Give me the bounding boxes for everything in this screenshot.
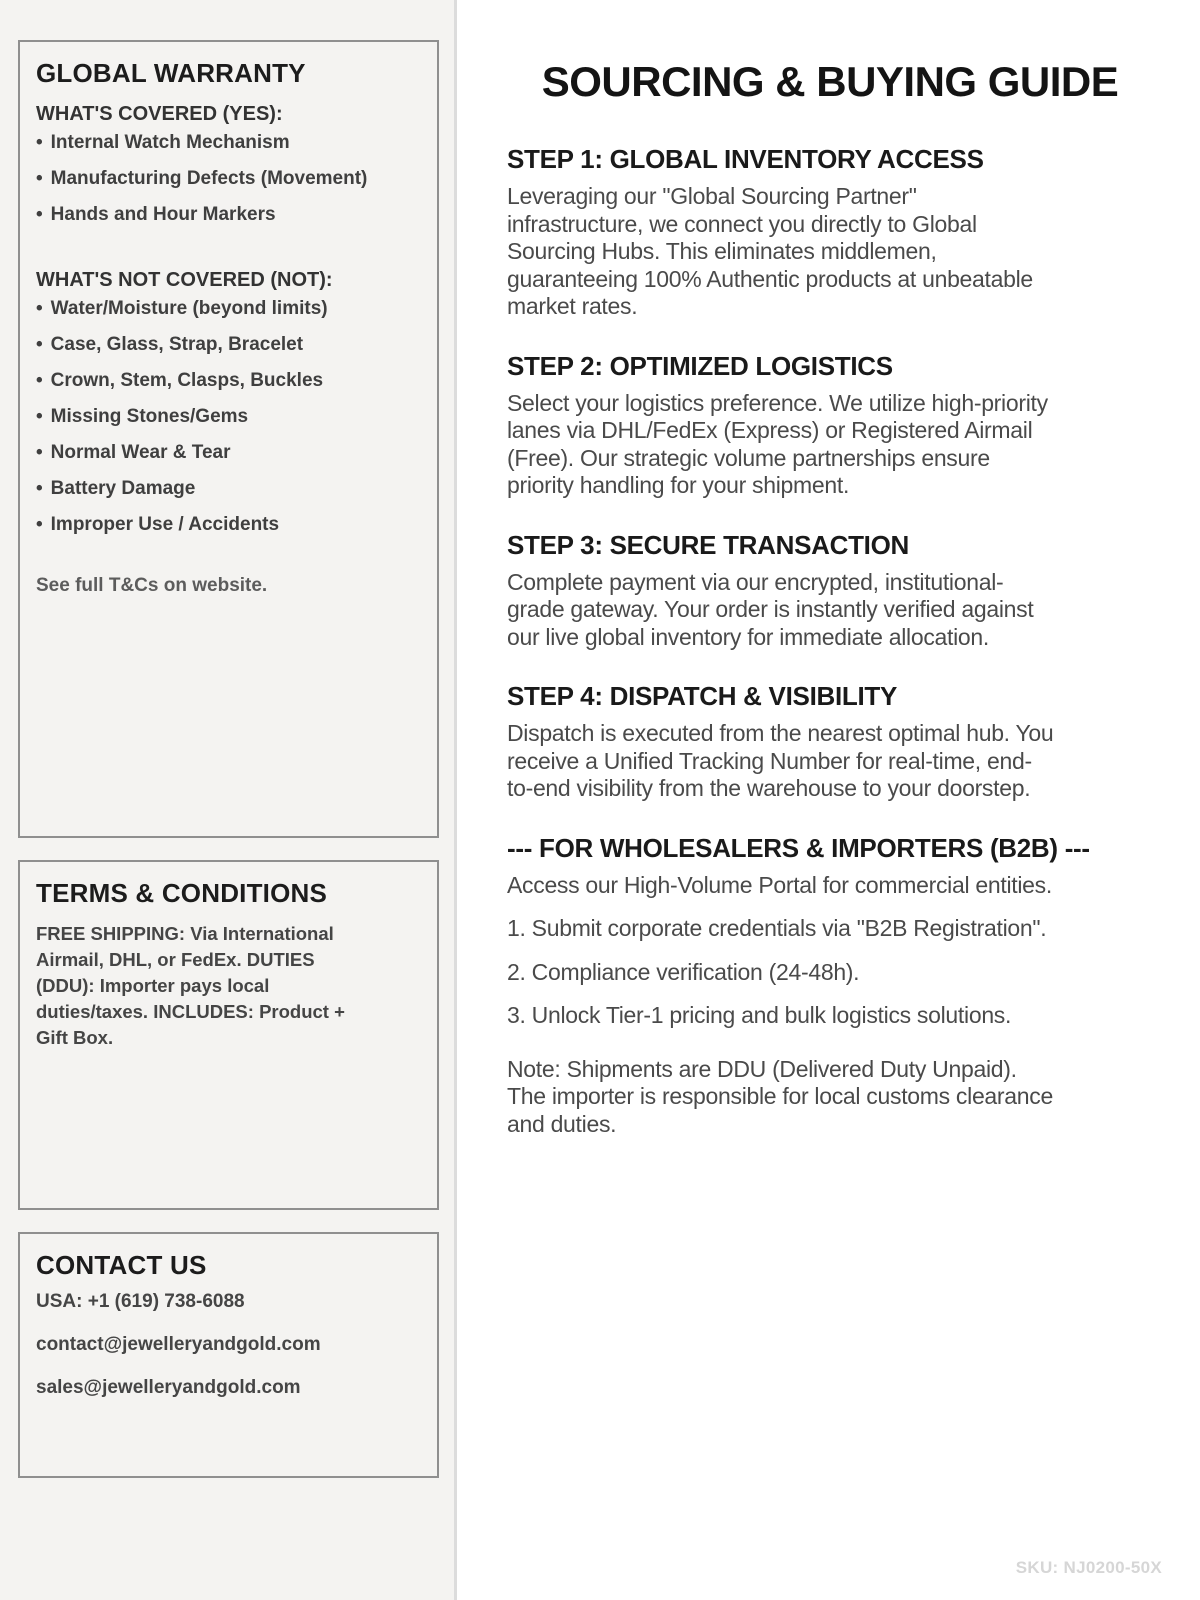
list-item (36, 514, 421, 535)
step-body: Dispatch is executed from the nearest optimal hub. You receive a Unified Tracking Number for real-time, end-to-end visibility from the warehouse to your doorstep. (507, 720, 1054, 801)
covered-item-label: Hands and Hour Markers (50, 204, 276, 225)
bullet-icon: • (36, 204, 43, 225)
step-section (507, 351, 1200, 500)
list-item (36, 370, 421, 391)
not-covered-item-label: Crown, Stem, Clasps, Buckles (50, 370, 324, 391)
b2b-note: Note: Shipments are DDU (Delivered Duty Unpaid). The importer is responsible for local customs clearance and duties. (507, 1055, 1053, 1137)
list-item (36, 168, 421, 189)
warranty-footnote: See full T&Cs on website. (36, 575, 268, 596)
warranty-box (18, 40, 439, 838)
page-title: SOURCING & BUYING GUIDE (541, 58, 1119, 105)
list-item (36, 406, 421, 427)
step-body: Select your logistics preference. We utilize high-priority lanes via DHL/FedEx (Express) or Registered Airmail (Free). Our strategic volume partnerships ensure priority handling for your shipment. (507, 389, 1048, 498)
b2b-intro: Access our High-Volume Portal for commercial entities. (507, 871, 1052, 898)
contact-title: CONTACT US (36, 1250, 207, 1280)
step-body: Complete payment via our encrypted, institutional-grade gateway. Your order is instantly verified against our live global inventory for immediate allocation. (507, 568, 1034, 650)
sku-label: SKU: NJ0200-50X (1015, 1558, 1162, 1577)
list-item (36, 478, 421, 499)
covered-list (36, 132, 421, 225)
bullet-icon: • (36, 168, 43, 189)
terms-box (18, 860, 439, 1210)
b2b-heading: --- FOR WHOLESALERS & IMPORTERS (B2B) --- (507, 832, 1090, 863)
bullet-icon: • (36, 132, 43, 153)
step-body: Leveraging our "Global Sourcing Partner" infrastructure, we connect you directly to Global Sourcing Hubs. This eliminates middlemen, guaranteeing 100% Authentic products at unbeatable market rates. (507, 183, 1033, 319)
step-heading: STEP 1: GLOBAL INVENTORY ACCESS (507, 144, 984, 174)
bullet-icon: • (36, 442, 43, 463)
step-section (507, 530, 1200, 652)
not-covered-item-label: Case, Glass, Strap, Bracelet (50, 334, 304, 355)
bullet-icon: • (36, 478, 43, 499)
list-item (36, 204, 421, 225)
b2b-section (507, 833, 1200, 1139)
step-section (507, 681, 1200, 803)
terms-body: FREE SHIPPING: Via International Airmail, DHL, or FedEx. DUTIES (DDU): Importer pays local duties/taxes. INCLUDES: Product + Gift Box. (36, 923, 345, 1048)
contact-box (18, 1232, 439, 1478)
main-content (460, 0, 1200, 1600)
step-heading: STEP 4: DISPATCH & VISIBILITY (507, 681, 898, 711)
list-item (36, 334, 421, 355)
bullet-icon: • (36, 514, 43, 535)
sidebar (0, 0, 457, 1600)
contact-phone: USA: +1 (619) 738-6088 (36, 1291, 245, 1312)
bullet-icon: • (36, 406, 43, 427)
not-covered-item-label: Missing Stones/Gems (50, 406, 249, 427)
guide-body (460, 106, 1200, 1138)
not-covered-item-label: Normal Wear & Tear (50, 442, 231, 463)
step-heading: STEP 3: SECURE TRANSACTION (507, 529, 909, 560)
list-item (36, 442, 421, 463)
not-covered-list (36, 298, 421, 535)
not-covered-heading: WHAT'S NOT COVERED (NOT): (36, 269, 333, 291)
not-covered-item-label: Battery Damage (50, 478, 196, 499)
b2b-item: 3. Unlock Tier-1 pricing and bulk logistics solutions. (507, 1002, 1012, 1028)
step-section (507, 144, 1200, 321)
not-covered-item-label: Improper Use / Accidents (50, 514, 280, 535)
list-item (36, 298, 421, 319)
covered-item-label: Manufacturing Defects (Movement) (50, 168, 368, 189)
covered-item-label: Internal Watch Mechanism (50, 132, 290, 153)
covered-heading: WHAT'S COVERED (YES): (36, 103, 283, 125)
bullet-icon: • (36, 370, 43, 391)
step-heading: STEP 2: OPTIMIZED LOGISTICS (507, 350, 893, 381)
bullet-icon: • (36, 298, 43, 319)
bullet-icon: • (36, 334, 43, 355)
not-covered-item-label: Water/Moisture (beyond limits) (50, 298, 328, 319)
b2b-item: 2. Compliance verification (24-48h). (507, 958, 860, 985)
contact-email: contact@jewelleryandgold.com (36, 1334, 321, 1355)
warranty-title: GLOBAL WARRANTY (36, 58, 306, 88)
terms-title: TERMS & CONDITIONS (36, 878, 328, 908)
list-item (36, 132, 421, 153)
sales-email: sales@jewelleryandgold.com (36, 1377, 301, 1398)
b2b-item: 1. Submit corporate credentials via "B2B Registration". (507, 915, 1047, 941)
